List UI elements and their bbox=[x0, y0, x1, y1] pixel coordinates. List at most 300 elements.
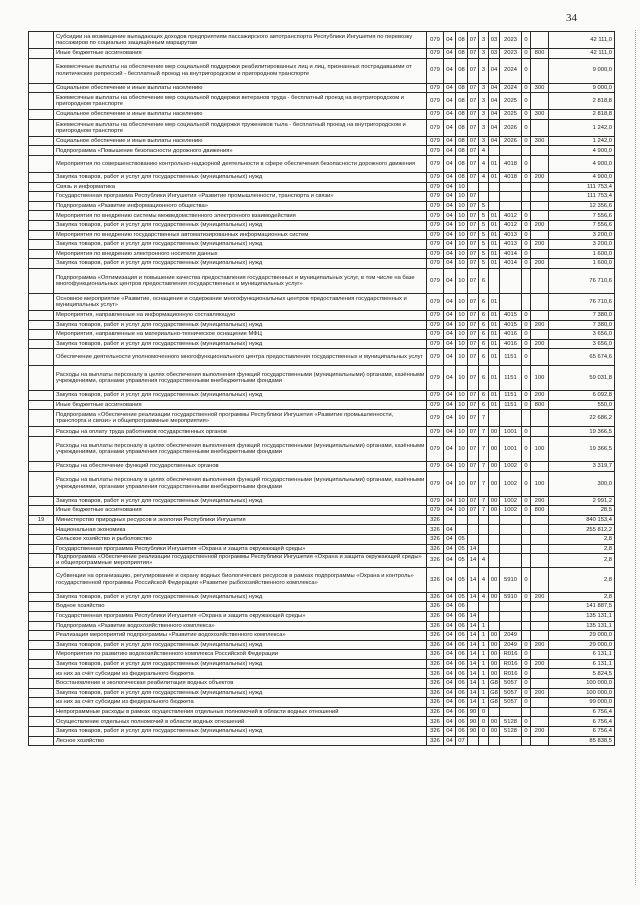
event-code-cell: 00 bbox=[489, 650, 500, 660]
row-number-cell bbox=[29, 506, 54, 516]
expense-type-cell: 800 bbox=[531, 400, 549, 410]
direction-code-cell: 2023 bbox=[500, 32, 522, 49]
program-code-cell: 14 bbox=[468, 567, 479, 592]
expense-type-cell bbox=[531, 249, 549, 259]
event-code-cell bbox=[489, 410, 500, 427]
ministry-code-cell: 079 bbox=[427, 268, 444, 293]
direction-code-cell bbox=[500, 535, 522, 545]
program-code-cell: 07 bbox=[468, 400, 479, 410]
subsection-code-cell: 06 bbox=[456, 650, 468, 660]
subprogram-code-cell: 4 bbox=[479, 554, 489, 568]
suffix-code-cell bbox=[522, 268, 531, 293]
direction-code-cell: 1002 bbox=[500, 496, 522, 506]
program-code-cell: 07 bbox=[468, 293, 479, 310]
suffix-code-cell: 0 bbox=[522, 110, 531, 120]
program-code-cell bbox=[468, 182, 479, 192]
amount-cell: 6 756,4 bbox=[549, 727, 615, 737]
program-code-cell: 07 bbox=[468, 32, 479, 49]
subsection-code-cell: 06 bbox=[456, 707, 468, 717]
ministry-code-cell: 079 bbox=[427, 496, 444, 506]
subsection-code-cell: 08 bbox=[456, 83, 468, 93]
program-code-cell: 07 bbox=[468, 259, 479, 269]
event-code-cell bbox=[489, 707, 500, 717]
amount-cell: 2,8 bbox=[549, 567, 615, 592]
suffix-code-cell bbox=[522, 293, 531, 310]
suffix-code-cell: 0 bbox=[522, 427, 531, 437]
amount-cell: 100 000,0 bbox=[549, 679, 615, 689]
row-number-cell bbox=[29, 650, 54, 660]
direction-code-cell: 2024 bbox=[500, 58, 522, 83]
expense-type-cell bbox=[531, 611, 549, 621]
expense-type-cell bbox=[531, 230, 549, 240]
ministry-code-cell: 079 bbox=[427, 211, 444, 221]
direction-code-cell bbox=[500, 554, 522, 568]
row-number-cell bbox=[29, 136, 54, 146]
subprogram-code-cell: 6 bbox=[479, 391, 489, 401]
table-row bbox=[29, 427, 615, 437]
direction-code-cell bbox=[500, 268, 522, 293]
expense-type-cell bbox=[531, 349, 549, 366]
table-row bbox=[29, 32, 615, 49]
row-number-cell bbox=[29, 182, 54, 192]
suffix-code-cell: 0 bbox=[522, 471, 531, 496]
subprogram-code-cell: 6 bbox=[479, 310, 489, 320]
subsection-code-cell: 10 bbox=[456, 182, 468, 192]
amount-cell: 5 824,5 bbox=[549, 669, 615, 679]
row-number-cell bbox=[29, 736, 54, 746]
subprogram-code-cell: 1 bbox=[479, 679, 489, 689]
event-code-cell: 03 bbox=[489, 49, 500, 59]
suffix-code-cell: 0 bbox=[522, 506, 531, 516]
event-code-cell: 01 bbox=[489, 330, 500, 340]
section-code-cell: 04 bbox=[444, 427, 456, 437]
row-number-cell bbox=[29, 230, 54, 240]
table-row bbox=[29, 320, 615, 330]
table-row bbox=[29, 310, 615, 320]
program-code-cell bbox=[468, 525, 479, 535]
direction-code-cell bbox=[500, 192, 522, 202]
ministry-code-cell: 079 bbox=[427, 310, 444, 320]
amount-cell: 1 600,0 bbox=[549, 249, 615, 259]
table-row bbox=[29, 650, 615, 660]
suffix-code-cell: 0 bbox=[522, 83, 531, 93]
row-number-cell bbox=[29, 631, 54, 641]
ministry-code-cell: 079 bbox=[427, 339, 444, 349]
item-name-cell: Расходы на оплату труда работников государственных органов bbox=[54, 427, 427, 437]
direction-code-cell: 5057 bbox=[500, 688, 522, 698]
amount-cell: 4 900,0 bbox=[549, 155, 615, 172]
expense-type-cell: 100 bbox=[531, 366, 549, 391]
subsection-code-cell: 08 bbox=[456, 93, 468, 110]
direction-code-cell bbox=[500, 201, 522, 211]
direction-code-cell: 5910 bbox=[500, 592, 522, 602]
subsection-code-cell: 05 bbox=[456, 544, 468, 554]
amount-cell: 29 000,0 bbox=[549, 631, 615, 641]
expense-type-cell bbox=[531, 32, 549, 49]
program-code-cell: 07 bbox=[468, 410, 479, 427]
direction-code-cell bbox=[500, 736, 522, 746]
direction-code-cell: 2049 bbox=[500, 631, 522, 641]
row-number-cell bbox=[29, 211, 54, 221]
subsection-code-cell: 06 bbox=[456, 727, 468, 737]
event-code-cell: 01 bbox=[489, 211, 500, 221]
event-code-cell: 01 bbox=[489, 320, 500, 330]
expense-type-cell bbox=[531, 293, 549, 310]
row-number-cell bbox=[29, 640, 54, 650]
expense-type-cell bbox=[531, 669, 549, 679]
ministry-code-cell: 326 bbox=[427, 650, 444, 660]
ministry-code-cell: 079 bbox=[427, 391, 444, 401]
table-row bbox=[29, 592, 615, 602]
subprogram-code-cell: 3 bbox=[479, 49, 489, 59]
section-code-cell: 04 bbox=[444, 83, 456, 93]
subprogram-code-cell: 3 bbox=[479, 119, 489, 136]
ministry-code-cell: 326 bbox=[427, 659, 444, 669]
program-code-cell: 90 bbox=[468, 707, 479, 717]
suffix-code-cell bbox=[522, 192, 531, 202]
event-code-cell: 01 bbox=[489, 240, 500, 250]
row-number-cell bbox=[29, 172, 54, 182]
direction-code-cell: 2023 bbox=[500, 49, 522, 59]
section-code-cell: 04 bbox=[444, 93, 456, 110]
amount-cell: 3 656,0 bbox=[549, 339, 615, 349]
table-row bbox=[29, 717, 615, 727]
amount-cell: 4 900,0 bbox=[549, 146, 615, 156]
event-code-cell: 00 bbox=[489, 631, 500, 641]
suffix-code-cell: 0 bbox=[522, 592, 531, 602]
subsection-code-cell: 06 bbox=[456, 611, 468, 621]
event-code-cell: 00 bbox=[489, 717, 500, 727]
amount-cell: 19 366,5 bbox=[549, 437, 615, 462]
amount-cell: 9 000,0 bbox=[549, 83, 615, 93]
subprogram-code-cell: 3 bbox=[479, 32, 489, 49]
amount-cell: 99 000,0 bbox=[549, 698, 615, 708]
suffix-code-cell bbox=[522, 535, 531, 545]
section-code-cell: 04 bbox=[444, 437, 456, 462]
direction-code-cell: 4018 bbox=[500, 155, 522, 172]
subsection-code-cell: 06 bbox=[456, 698, 468, 708]
event-code-cell: 00 bbox=[489, 567, 500, 592]
suffix-code-cell: 0 bbox=[522, 567, 531, 592]
amount-cell: 111 753,4 bbox=[549, 182, 615, 192]
row-number-cell bbox=[29, 544, 54, 554]
amount-cell: 135 131,1 bbox=[549, 611, 615, 621]
program-code-cell: 14 bbox=[468, 640, 479, 650]
subprogram-code-cell: 0 bbox=[479, 727, 489, 737]
row-number-cell bbox=[29, 727, 54, 737]
event-code-cell: 01 bbox=[489, 155, 500, 172]
subprogram-code-cell: 0 bbox=[479, 707, 489, 717]
direction-code-cell: 1002 bbox=[500, 471, 522, 496]
table-row bbox=[29, 727, 615, 737]
ministry-code-cell: 326 bbox=[427, 621, 444, 631]
row-number-cell bbox=[29, 592, 54, 602]
program-code-cell bbox=[468, 736, 479, 746]
ministry-code-cell: 079 bbox=[427, 83, 444, 93]
amount-cell: 3 319,7 bbox=[549, 462, 615, 472]
direction-code-cell: 1002 bbox=[500, 506, 522, 516]
table-row bbox=[29, 259, 615, 269]
suffix-code-cell: 0 bbox=[522, 650, 531, 660]
table-row bbox=[29, 659, 615, 669]
item-name-cell: из них за счёт субсидии из федерального бюджета bbox=[54, 698, 427, 708]
expense-type-cell: 300 bbox=[531, 83, 549, 93]
section-code-cell: 04 bbox=[444, 240, 456, 250]
table-row bbox=[29, 688, 615, 698]
ministry-code-cell: 079 bbox=[427, 240, 444, 250]
suffix-code-cell: 0 bbox=[522, 669, 531, 679]
item-name-cell: Лесное хозяйство bbox=[54, 736, 427, 746]
subprogram-code-cell bbox=[479, 736, 489, 746]
budget-table-body bbox=[29, 32, 615, 746]
table-row bbox=[29, 192, 615, 202]
table-row bbox=[29, 119, 615, 136]
ministry-code-cell: 079 bbox=[427, 462, 444, 472]
program-code-cell: 07 bbox=[468, 391, 479, 401]
suffix-code-cell: 0 bbox=[522, 717, 531, 727]
section-code-cell: 04 bbox=[444, 119, 456, 136]
ministry-code-cell: 079 bbox=[427, 201, 444, 211]
table-row bbox=[29, 736, 615, 746]
subprogram-code-cell: 7 bbox=[479, 496, 489, 506]
suffix-code-cell bbox=[522, 410, 531, 427]
ministry-code-cell: 326 bbox=[427, 611, 444, 621]
subprogram-code-cell: 3 bbox=[479, 58, 489, 83]
program-code-cell: 07 bbox=[468, 201, 479, 211]
expense-type-cell bbox=[531, 462, 549, 472]
row-number-cell bbox=[29, 349, 54, 366]
suffix-code-cell: 0 bbox=[522, 32, 531, 49]
row-number-cell bbox=[29, 93, 54, 110]
subsection-code-cell: 10 bbox=[456, 437, 468, 462]
table-row bbox=[29, 698, 615, 708]
table-row bbox=[29, 437, 615, 462]
suffix-code-cell bbox=[522, 611, 531, 621]
program-code-cell: 07 bbox=[468, 172, 479, 182]
suffix-code-cell: 0 bbox=[522, 310, 531, 320]
event-code-cell: 00 bbox=[489, 592, 500, 602]
section-code-cell: 04 bbox=[444, 230, 456, 240]
suffix-code-cell: 0 bbox=[522, 259, 531, 269]
suffix-code-cell bbox=[522, 515, 531, 525]
expense-type-cell bbox=[531, 650, 549, 660]
subprogram-code-cell: 5 bbox=[479, 249, 489, 259]
item-name-cell: Мероприятия, направленные на информационную составляющую bbox=[54, 310, 427, 320]
event-code-cell: G8 bbox=[490, 680, 498, 687]
item-name-cell: Государственная программа Республики Ингушетия «Охрана и защита окружающей среды» bbox=[54, 611, 427, 621]
ministry-code-cell: 079 bbox=[427, 93, 444, 110]
event-code-cell: 01 bbox=[489, 172, 500, 182]
section-code-cell: 04 bbox=[444, 659, 456, 669]
table-row bbox=[29, 330, 615, 340]
program-code-cell: 07 bbox=[468, 310, 479, 320]
event-code-cell: 04 bbox=[489, 58, 500, 83]
amount-cell: 7 380,0 bbox=[549, 320, 615, 330]
suffix-code-cell: 0 bbox=[522, 136, 531, 146]
direction-code-cell: 4015 bbox=[500, 320, 522, 330]
direction-code-cell: 2024 bbox=[500, 83, 522, 93]
program-code-cell: 14 bbox=[468, 621, 479, 631]
subsection-code-cell: 05 bbox=[456, 535, 468, 545]
direction-code-cell bbox=[500, 182, 522, 192]
section-code-cell: 04 bbox=[444, 471, 456, 496]
program-code-cell: 14 bbox=[468, 688, 479, 698]
row-number-cell bbox=[29, 249, 54, 259]
table-row bbox=[29, 471, 615, 496]
event-code-cell: 01 bbox=[489, 391, 500, 401]
amount-cell: 22 686,2 bbox=[549, 410, 615, 427]
expense-type-cell: 200 bbox=[531, 172, 549, 182]
table-row bbox=[29, 268, 615, 293]
row-number-cell bbox=[29, 146, 54, 156]
table-row bbox=[29, 611, 615, 621]
suffix-code-cell: 0 bbox=[522, 339, 531, 349]
row-number-cell bbox=[29, 525, 54, 535]
event-code-cell: 00 bbox=[489, 471, 500, 496]
expense-type-cell: 200 bbox=[531, 391, 549, 401]
subsection-code-cell: 08 bbox=[456, 136, 468, 146]
item-name-cell: Подпрограмма «Обеспечение реализации государственной программы Республики Ингушетия «Охрана и защита окружающей среды» и общепрограммные мероприятия» bbox=[54, 554, 427, 568]
amount-cell: 12 356,6 bbox=[549, 201, 615, 211]
item-name-cell: Закупка товаров, работ и услуг для государственных (муниципальных) нужд bbox=[54, 659, 427, 669]
suffix-code-cell bbox=[522, 146, 531, 156]
program-code-cell: 14 bbox=[468, 631, 479, 641]
table-row bbox=[29, 525, 615, 535]
suffix-code-cell: 0 bbox=[522, 58, 531, 83]
section-code-cell: 04 bbox=[444, 172, 456, 182]
item-name-cell: Закупка товаров, работ и услуг для государственных (муниципальных) нужд bbox=[54, 391, 427, 401]
subprogram-code-cell: 1 bbox=[479, 640, 489, 650]
expense-type-cell: 200 bbox=[531, 320, 549, 330]
direction-code-cell: 4013 bbox=[500, 240, 522, 250]
item-name-cell: Реализация мероприятий подпрограммы «Развитие водохозяйственного комплекса» bbox=[54, 631, 427, 641]
suffix-code-cell: 0 bbox=[522, 437, 531, 462]
subsection-code-cell: 06 bbox=[456, 688, 468, 698]
ministry-code-cell: 079 bbox=[427, 192, 444, 202]
table-row bbox=[29, 535, 615, 545]
item-name-cell: Ежемесячные выплаты на обеспечение мер социальной поддержки ветеранов труда - бесплатный проезд на внутригородском и пригородном транспорте bbox=[54, 93, 427, 110]
expense-type-cell: 200 bbox=[531, 496, 549, 506]
subsection-code-cell: 08 bbox=[456, 146, 468, 156]
event-code-cell bbox=[489, 182, 500, 192]
program-code-cell: 07 bbox=[468, 496, 479, 506]
table-row bbox=[29, 220, 615, 230]
subprogram-code-cell: 5 bbox=[479, 230, 489, 240]
direction-code-cell: 2026 bbox=[500, 136, 522, 146]
suffix-code-cell: 0 bbox=[522, 320, 531, 330]
subprogram-code-cell: 7 bbox=[479, 427, 489, 437]
suffix-code-cell bbox=[522, 182, 531, 192]
table-row bbox=[29, 544, 615, 554]
event-code-cell bbox=[489, 736, 500, 746]
expense-type-cell: 200 bbox=[531, 688, 549, 698]
expense-type-cell bbox=[531, 717, 549, 727]
row-number-cell bbox=[29, 669, 54, 679]
section-code-cell: 04 bbox=[444, 32, 456, 49]
row-number-cell bbox=[29, 58, 54, 83]
program-code-cell: 07 bbox=[468, 268, 479, 293]
ministry-code-cell: 079 bbox=[427, 293, 444, 310]
ministry-code-cell: 079 bbox=[427, 506, 444, 516]
program-code-cell: 07 bbox=[468, 249, 479, 259]
program-code-cell: 07 bbox=[468, 471, 479, 496]
ministry-code-cell: 079 bbox=[427, 136, 444, 146]
subsection-code-cell bbox=[456, 515, 468, 525]
direction-code-cell bbox=[500, 544, 522, 554]
amount-cell: 28,5 bbox=[549, 506, 615, 516]
amount-cell: 3 200,0 bbox=[549, 230, 615, 240]
ministry-code-cell: 079 bbox=[427, 366, 444, 391]
section-code-cell: 04 bbox=[444, 391, 456, 401]
event-code-cell bbox=[489, 525, 500, 535]
expense-type-cell: 300 bbox=[531, 110, 549, 120]
program-code-cell: 07 bbox=[468, 119, 479, 136]
row-number-cell bbox=[29, 462, 54, 472]
ministry-code-cell: 326 bbox=[427, 544, 444, 554]
section-code-cell: 04 bbox=[444, 293, 456, 310]
program-code-cell: 07 bbox=[468, 427, 479, 437]
amount-cell: 1 600,0 bbox=[549, 259, 615, 269]
program-code-cell: 07 bbox=[468, 320, 479, 330]
amount-cell: 840 153,4 bbox=[549, 515, 615, 525]
subsection-code-cell: 06 bbox=[456, 669, 468, 679]
amount-cell: 550,0 bbox=[549, 400, 615, 410]
direction-code-cell: 4018 bbox=[500, 172, 522, 182]
row-number-cell bbox=[29, 400, 54, 410]
item-name-cell: Закупка товаров, работ и услуг для государственных (муниципальных) нужд bbox=[54, 320, 427, 330]
section-code-cell: 04 bbox=[444, 506, 456, 516]
row-number-cell bbox=[29, 49, 54, 59]
item-name-cell: Мероприятия по развитию водохозяйственного комплекса Российской Федерации bbox=[54, 650, 427, 660]
expense-type-cell bbox=[531, 698, 549, 708]
table-row bbox=[29, 462, 615, 472]
table-row bbox=[29, 293, 615, 310]
ministry-code-cell: 079 bbox=[427, 230, 444, 240]
suffix-code-cell: 0 bbox=[522, 93, 531, 110]
suffix-code-cell: 0 bbox=[522, 698, 531, 708]
amount-cell: 2 991,2 bbox=[549, 496, 615, 506]
table-row bbox=[29, 567, 615, 592]
subprogram-code-cell: 6 bbox=[479, 349, 489, 366]
item-name-cell: Обеспечение деятельности уполномоченного многофункционального центра предоставления государственных и муниципальных услуг bbox=[54, 349, 427, 366]
subprogram-code-cell bbox=[479, 611, 489, 621]
item-name-cell: Социальное обеспечение и иные выплаты населению bbox=[54, 136, 427, 146]
program-code-cell: 07 bbox=[468, 110, 479, 120]
event-code-cell: 00 bbox=[489, 659, 500, 669]
subprogram-code-cell: 6 bbox=[479, 293, 489, 310]
suffix-code-cell bbox=[522, 631, 531, 641]
subsection-code-cell: 08 bbox=[456, 49, 468, 59]
item-name-cell: из них за счёт субсидии из федерального бюджета bbox=[54, 669, 427, 679]
amount-cell: 1 242,0 bbox=[549, 119, 615, 136]
direction-code-cell: 4016 bbox=[500, 339, 522, 349]
section-code-cell: 04 bbox=[444, 400, 456, 410]
program-code-cell: 07 bbox=[468, 58, 479, 83]
row-number-cell bbox=[29, 259, 54, 269]
section-code-cell: 04 bbox=[444, 155, 456, 172]
item-name-cell: Ежемесячные выплаты на обеспечение мер социальной поддержки тружеников тыла - бесплатный проезд на внутригородском и пригородном транспорте bbox=[54, 119, 427, 136]
ministry-code-cell: 079 bbox=[427, 110, 444, 120]
section-code-cell: 04 bbox=[444, 707, 456, 717]
amount-cell: 65 674,6 bbox=[549, 349, 615, 366]
program-code-cell: 07 bbox=[468, 230, 479, 240]
budget-table bbox=[28, 31, 615, 746]
amount-cell: 42 111,0 bbox=[549, 49, 615, 59]
direction-code-cell: 4016 bbox=[500, 330, 522, 340]
table-row bbox=[29, 230, 615, 240]
table-row bbox=[29, 602, 615, 612]
expense-type-cell: 200 bbox=[531, 240, 549, 250]
